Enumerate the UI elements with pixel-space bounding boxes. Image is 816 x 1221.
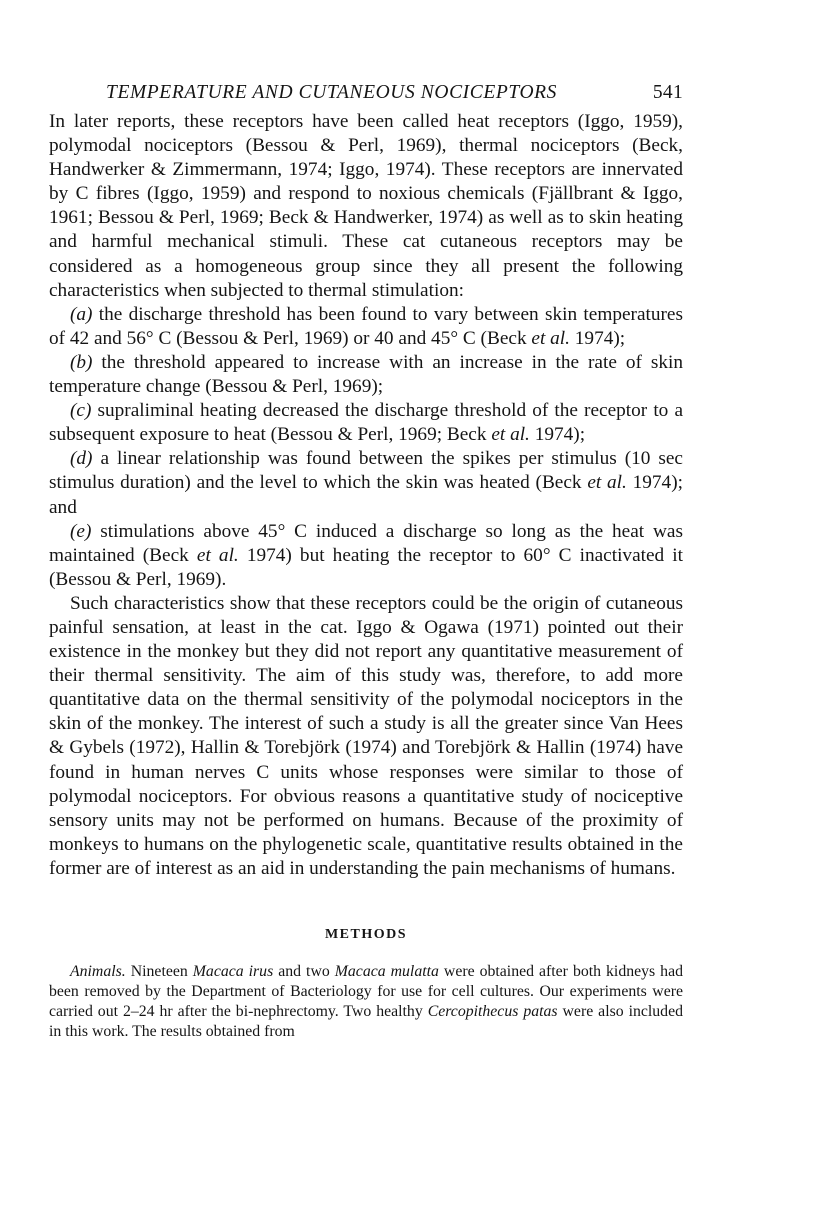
item-text-end: 1974) but heating the receptor to 60° C inactivated it (Bessou & Perl, 1969). xyxy=(49,544,683,590)
item-label: (c) xyxy=(70,400,92,422)
item-text: a linear relationship was found between the spikes per stimulus (10 sec stimulus duration) and the level to which the skin was heated (Beck xyxy=(49,448,683,494)
item-etal: et al. xyxy=(587,472,627,494)
item-etal: et al. xyxy=(531,327,570,349)
characteristic-item-b xyxy=(49,351,683,399)
item-label: (e) xyxy=(70,520,92,542)
item-text-end: 1974); xyxy=(529,424,586,446)
item-text: supraliminal heating decreased the discharge threshold of the receptor to a subsequent exposure to heat (Bessou & Perl, 1969; Beck xyxy=(49,400,683,446)
running-head xyxy=(49,80,683,110)
item-label: (a) xyxy=(70,303,93,325)
run-in-head: Animals. xyxy=(70,963,126,980)
item-text-end: 1974); xyxy=(569,327,626,349)
item-label: (d) xyxy=(70,448,93,470)
intro-paragraph: In later reports, these receptors have been called heat receptors (Iggo, 1959), polymodal nociceptors (Bessou & Perl, 1969), thermal nociceptors (Beck, Handwerker & Zimmermann, 1974; Iggo, 1974). These receptors are innervated by C fibres (Iggo, 1959) and respond to noxious chemicals (Fjällbrant & Iggo, 1961; Bessou & Perl, 1969; Beck & Handwerker, 1974) as well as to skin heating and harmful mechanical stimuli. These cat cutaneous receptors may be considered as a homogeneous group since they all present the following characteristics when subjected to thermal stimulation: xyxy=(49,111,683,301)
species-name: Macaca irus xyxy=(192,963,274,980)
item-text: stimulations above 45° C induced a discharge so long as the heat was maintained (Beck xyxy=(49,520,683,566)
item-etal: et al. xyxy=(196,544,239,566)
characteristic-item-c xyxy=(49,399,683,447)
characteristic-item-e xyxy=(49,520,683,592)
introduction-body xyxy=(49,110,683,881)
item-label: (b) xyxy=(70,351,93,373)
page-number: 541 xyxy=(652,82,683,103)
aim-paragraph: Such characteristics show that these receptors could be the origin of cutaneous painful sensation, at least in the cat. Iggo & Ogawa (1971) pointed out their existence in the monkey but they did not report any quantitative measurement of their thermal sensitivity. The aim of this study was, therefore, to add more quantitative data on the thermal sensitivity of the polymodal nociceptors in the skin of the monkey. The interest of such a study is all the greater since Van Hees & Gybels (1972), Hallin & Torebjörk (1974) and Torebjörk & Hallin (1974) have found in human nerves C units whose responses were similar to those of polymodal nociceptors. For obvious reasons a quantitative study of nociceptive sensory units may not be performed on humans. Because of the proximity of monkeys to humans on the phylogenetic scale, quantitative results obtained in the former are of interest as an aid in understanding the pain mechanisms of humans. xyxy=(49,592,683,879)
running-title: TEMPERATURE AND CUTANEOUS NOCICEPTORS xyxy=(106,82,558,103)
characteristic-item-a xyxy=(49,303,683,351)
species-name: Cercopithecus patas xyxy=(427,1002,558,1020)
methods-text: and two xyxy=(273,963,335,980)
item-text: the threshold appeared to increase with an increase in the rate of skin temperature change (Bessou & Perl, 1969); xyxy=(49,351,683,398)
methods-text: were obtained after both kidneys had been removed by the Department of Bacteriology for use for cell cultures. Our experiments were carried out 2–24 hr after the bi-nephrectomy. Two healthy xyxy=(49,963,683,1020)
methods-text: Nineteen xyxy=(125,963,193,980)
item-etal: et al. xyxy=(491,424,530,446)
item-text: the discharge threshold has been found to vary between skin temperatures of 42 and 56° C (Bessou & Perl, 1969) or 40 and 45° C (Beck xyxy=(49,303,683,349)
journal-page xyxy=(49,80,683,1057)
methods-animals-paragraph xyxy=(49,962,683,1042)
species-name: Macaca mulatta xyxy=(334,963,439,980)
characteristic-item-d xyxy=(49,447,683,519)
methods-heading: METHODS xyxy=(324,927,408,942)
methods-text: were also included in this work. The results obtained from xyxy=(49,1002,683,1040)
item-text-end: 1974); and xyxy=(49,472,683,518)
